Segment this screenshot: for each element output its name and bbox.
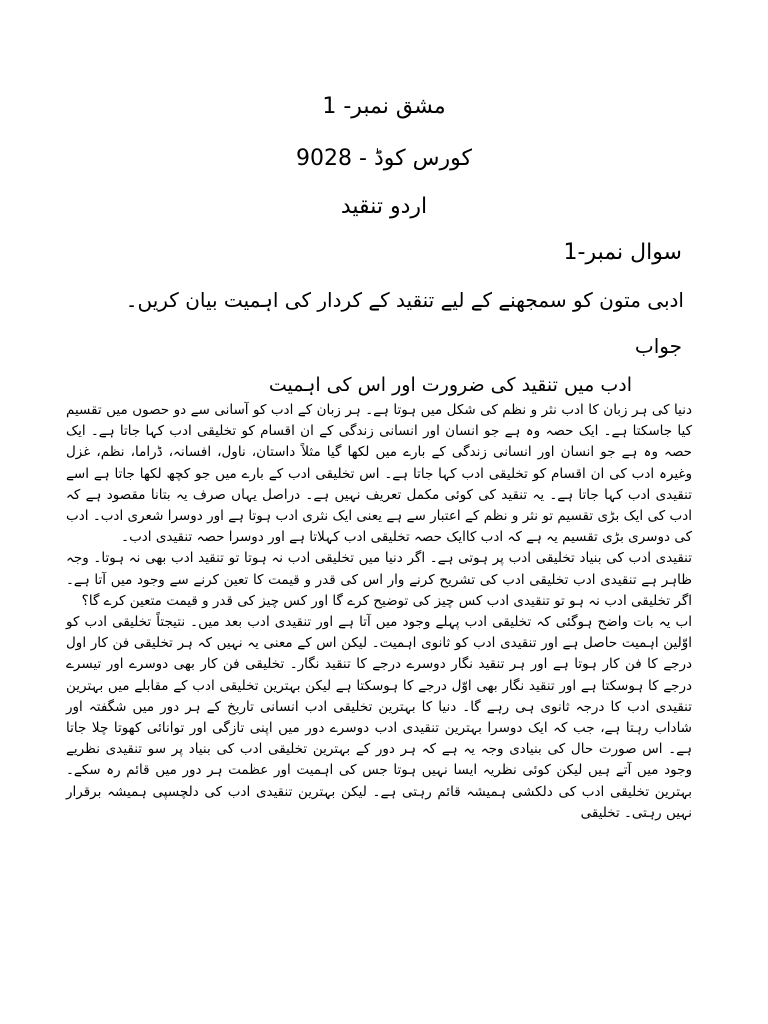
question-number: 1 <box>563 240 578 265</box>
answer-body <box>66 400 692 824</box>
answer-subheading: ادب میں تنقید کی ضرورت اور اس کی اہمیت <box>268 374 632 396</box>
course-code-value: 9028 <box>296 146 353 171</box>
exercise-heading <box>0 94 768 119</box>
course-code-heading <box>0 146 768 171</box>
paragraph-1: دنیا کی ہر زبان کا ادب نثر و نظم کی شکل میں ہوتا ہے۔ ہر زبان کے ادب کو آسانی سے دو حصوں میں تقسیم کیا جاسکتا ہے۔ ایک حصہ وہ ہے جو انسان اور انسانی زندگی کے ان اقسام کو تخلیقی ادب کہا جاتا ہے۔ ایک حصہ وہ ہے جو انسان اور انسانی زندگی کے بارے میں لکھا گیا مثلاً داستان، ناول، افسانہ، ڈراما، نظم، غزل وغیرہ ادب کی ان اقسام کو تخلیقی ادب کہا جاتا ہے۔ اس تخلیقی ادب کے بارے میں جو کچھ لکھا جاتا ہے اسے تنقیدی ادب کہا جاتا ہے۔ یہ تنقید کی کوئی مکمل تعریف نہیں ہے۔ دراصل یہاں صرف یہ بتانا مقصود ہے کہ ادب کی ایک بڑی تقسیم تو نثر و نظم کے اعتبار سے ہے یعنی ایک نثری ادب ہوتا ہے اور دوسرا شعری ادب۔ ادب کی دوسری بڑی تقسیم یہ ہے کہ ادب کاایک حصہ تخلیقی ادب کہلاتا ہے اور دوسرا حصہ تنقیدی ادب۔ <box>66 402 692 546</box>
subject-heading: اردو تنقید <box>340 194 428 219</box>
answer-label: جواب <box>634 334 682 358</box>
paragraph-2: تنقیدی ادب کی بنیاد تخلیقی ادب پر ہوتی ہے۔ اگر دنیا میں تخلیقی ادب نہ ہوتا تو تنقید ادب بھی نہ ہوتا۔ وجہ ظاہر ہے تنقیدی ادب تخلیقی ادب کی تشریح کرنے وار اس کی قدر و قیمت کا تعین کرنے سے وجود میں آتا ہے۔ اگر تخلیقی ادب نہ ہو تو تنقیدی ادب کس چیز کی توضیح کرے گا اور کس چیز کی قدر و قیمت متعین کرے گا؟ <box>66 550 692 609</box>
question-heading <box>564 240 682 265</box>
exercise-label: مشق نمبر- <box>343 94 446 119</box>
exercise-number: 1 <box>322 94 337 119</box>
question-label: سوال نمبر- <box>577 240 682 265</box>
question-text: ادبی متون کو سمجھنے کے لیے تنقید کے کردار کی اہمیت بیان کریں۔ <box>125 288 684 312</box>
course-code-label: کورس کوڈ - <box>359 146 472 171</box>
paragraph-3: اب یہ بات واضح ہوگئی کہ تخلیقی ادب پہلے وجود میں آتا ہے اور تنقیدی ادب بعد میں۔ نتیجتاً تخلیقی ادب کو اوّلین اہمیت حاصل ہے اور تنقیدی ادب کو ثانوی اہمیت۔ لیکن اس کے معنی یہ نہیں کہ ہر تخلیقی فن کار اول درجے کا فن کار ہوتا ہے اور ہر تنقید نگار دوسرے درجے کا تنقید نگار۔ تخلیقی فن کار بھی دوسرے اور تیسرے درجے کا ہوسکتا ہے اور تنقید نگار بھی اوّل درجے کا ہوسکتا ہے لیکن بہترین تخلیقی ادب کے مقابلے میں بہترین تنقیدی ادب کا درجہ ثانوی ہی رہے گا۔ دنیا کا بہترین تخلیقی ادب انسانی تاریخ کے ہر دور میں شگفتہ اور شاداب رہتا ہے، جب کہ ایک دوسرا بہترین تنقیدی ادب دوسرے دور میں اپنی تازگی اور توانائی کھوتا چلا جاتا ہے۔ اس صورت حال کی بنیادی وجہ یہ ہے کہ ہر دور کے بہترین تخلیقی ادب کی بنیاد پر سو تنقیدی نظریے وجود میں آتے ہیں لیکن کوئی نظریہ ایسا نہیں ہوتا جس کی اہمیت اور عظمت ہر دور میں قائم رہ سکے۔ بہترین تخلیقی ادب کی دلکشی ہمیشہ قائم رہتی ہے۔ لیکن بہترین تنقیدی ادب کی دلچسپی ہمیشہ برقرار نہیں رہتی۔ تخلیقی <box>66 614 692 821</box>
